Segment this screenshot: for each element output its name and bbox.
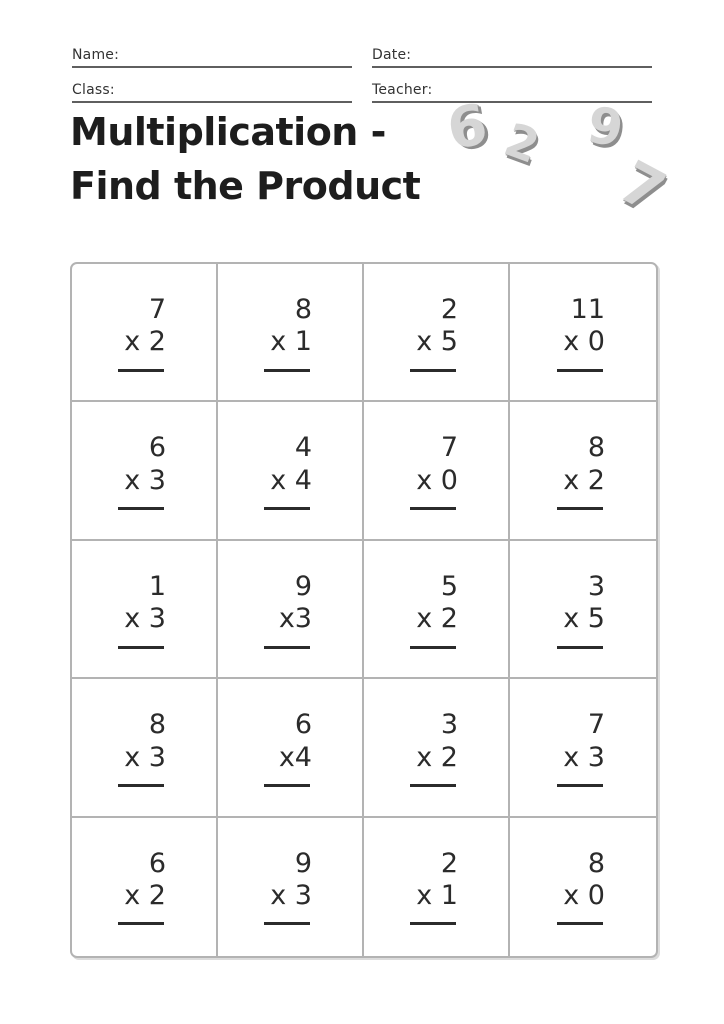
problem-2	[264, 294, 316, 400]
problem-6-answer-line	[264, 507, 310, 510]
problem-5-answer-line	[118, 507, 164, 510]
problem-7	[410, 432, 462, 538]
problem-19-answer-line	[410, 922, 456, 925]
problem-16	[557, 709, 609, 815]
problem-11-multiplier: x 2	[416, 603, 458, 635]
problem-15-answer-line	[410, 784, 456, 787]
problem-19-top: 2	[440, 847, 458, 879]
problem-3-multiplier: x 5	[416, 326, 458, 358]
class-field-line	[72, 79, 352, 103]
problem-cell-17	[72, 818, 218, 956]
page-title-line1: Multiplication -	[70, 110, 386, 154]
problem-cell-3	[364, 264, 510, 402]
decorative-digit-7: 7	[608, 147, 676, 227]
problem-13-multiplier: x 3	[124, 741, 166, 773]
problem-6-top: 4	[294, 432, 312, 464]
problem-6-multiplier: x 4	[270, 464, 312, 496]
decorative-digit-9: 9	[583, 95, 628, 159]
problem-4-answer-line	[557, 369, 603, 372]
decorative-digit-6: 6	[442, 92, 493, 163]
problem-14-multiplier: x4	[278, 741, 312, 773]
name-label: Name:	[72, 47, 120, 63]
problem-cell-6	[218, 402, 364, 540]
problem-10	[264, 571, 316, 677]
problem-7-top: 7	[440, 432, 458, 464]
problem-20-top: 8	[587, 847, 605, 879]
problem-15	[410, 709, 462, 815]
problem-cell-18	[218, 818, 364, 956]
teacher-label: Teacher:	[372, 82, 433, 98]
problem-11	[410, 571, 462, 677]
problem-15-top: 3	[440, 709, 458, 741]
problem-cell-20	[510, 818, 656, 956]
problem-19	[410, 848, 462, 956]
problem-cell-19	[364, 818, 510, 956]
problem-18	[264, 848, 316, 956]
problem-cell-7	[364, 402, 510, 540]
problem-20-multiplier: x 0	[563, 879, 605, 911]
problem-17-answer-line	[118, 922, 164, 925]
problem-20-answer-line	[557, 922, 603, 925]
date-label: Date:	[372, 47, 412, 63]
problem-10-multiplier: x3	[278, 603, 312, 635]
decorative-digit-2: 2	[497, 112, 547, 174]
class-label: Class:	[72, 82, 115, 98]
problem-17-top: 6	[148, 847, 166, 879]
problem-4-multiplier: x 0	[563, 326, 605, 358]
problem-13	[118, 709, 170, 815]
problem-11-answer-line	[410, 646, 456, 649]
problem-cell-5	[72, 402, 218, 540]
problem-6	[264, 432, 316, 538]
problems-grid	[70, 262, 658, 958]
problem-9-multiplier: x 3	[124, 603, 166, 635]
problem-5	[118, 432, 170, 538]
problem-8	[557, 432, 609, 538]
problem-cell-9	[72, 541, 218, 679]
problem-10-answer-line	[264, 646, 310, 649]
page-title	[70, 106, 420, 214]
problem-9-top: 1	[148, 570, 166, 602]
problem-4	[557, 294, 609, 400]
problem-17	[118, 848, 170, 956]
problem-1-multiplier: x 2	[124, 326, 166, 358]
problem-17-multiplier: x 2	[124, 879, 166, 911]
problem-7-multiplier: x 0	[416, 464, 458, 496]
problem-cell-8	[510, 402, 656, 540]
problem-cell-1	[72, 264, 218, 402]
problem-cell-2	[218, 264, 364, 402]
problem-1-top: 7	[148, 294, 166, 325]
problem-14	[264, 709, 316, 815]
problem-8-top: 8	[587, 432, 605, 464]
problem-18-answer-line	[264, 922, 310, 925]
problem-8-answer-line	[557, 507, 603, 510]
problem-2-top: 8	[294, 294, 312, 325]
problem-cell-12	[510, 541, 656, 679]
problem-8-multiplier: x 2	[563, 464, 605, 496]
problem-20	[557, 848, 609, 956]
problem-7-answer-line	[410, 507, 456, 510]
problem-cell-16	[510, 679, 656, 817]
problem-4-top: 11	[570, 294, 605, 325]
problem-12	[557, 571, 609, 677]
problem-2-answer-line	[264, 369, 310, 372]
problem-3	[410, 294, 462, 400]
problem-9-answer-line	[118, 646, 164, 649]
problem-10-top: 9	[294, 570, 312, 602]
problem-3-answer-line	[410, 369, 456, 372]
problem-5-top: 6	[148, 432, 166, 464]
problem-14-top: 6	[294, 709, 312, 741]
problem-16-answer-line	[557, 784, 603, 787]
problem-9	[118, 571, 170, 677]
page-title-line2: Find the Product	[70, 163, 421, 208]
problem-13-answer-line	[118, 784, 164, 787]
problem-1	[118, 294, 170, 400]
problem-2-multiplier: x 1	[270, 326, 312, 358]
problem-18-top: 9	[294, 847, 312, 879]
problem-3-top: 2	[440, 294, 458, 325]
problem-5-multiplier: x 3	[124, 464, 166, 496]
problem-16-top: 7	[587, 709, 605, 741]
problem-19-multiplier: x 1	[416, 879, 458, 911]
problem-11-top: 5	[440, 570, 458, 602]
problem-12-multiplier: x 5	[563, 603, 605, 635]
problem-13-top: 8	[148, 709, 166, 741]
problem-16-multiplier: x 3	[563, 741, 605, 773]
problem-12-top: 3	[587, 570, 605, 602]
date-field-line	[372, 44, 652, 68]
problem-cell-10	[218, 541, 364, 679]
problem-14-answer-line	[264, 784, 310, 787]
problem-cell-13	[72, 679, 218, 817]
header-fields	[72, 44, 652, 103]
problem-15-multiplier: x 2	[416, 741, 458, 773]
problem-12-answer-line	[557, 646, 603, 649]
problem-cell-14	[218, 679, 364, 817]
problem-cell-4	[510, 264, 656, 402]
name-field-line	[72, 44, 352, 68]
problem-cell-15	[364, 679, 510, 817]
problem-18-multiplier: x 3	[270, 879, 312, 911]
problem-1-answer-line	[118, 369, 164, 372]
problem-cell-11	[364, 541, 510, 679]
